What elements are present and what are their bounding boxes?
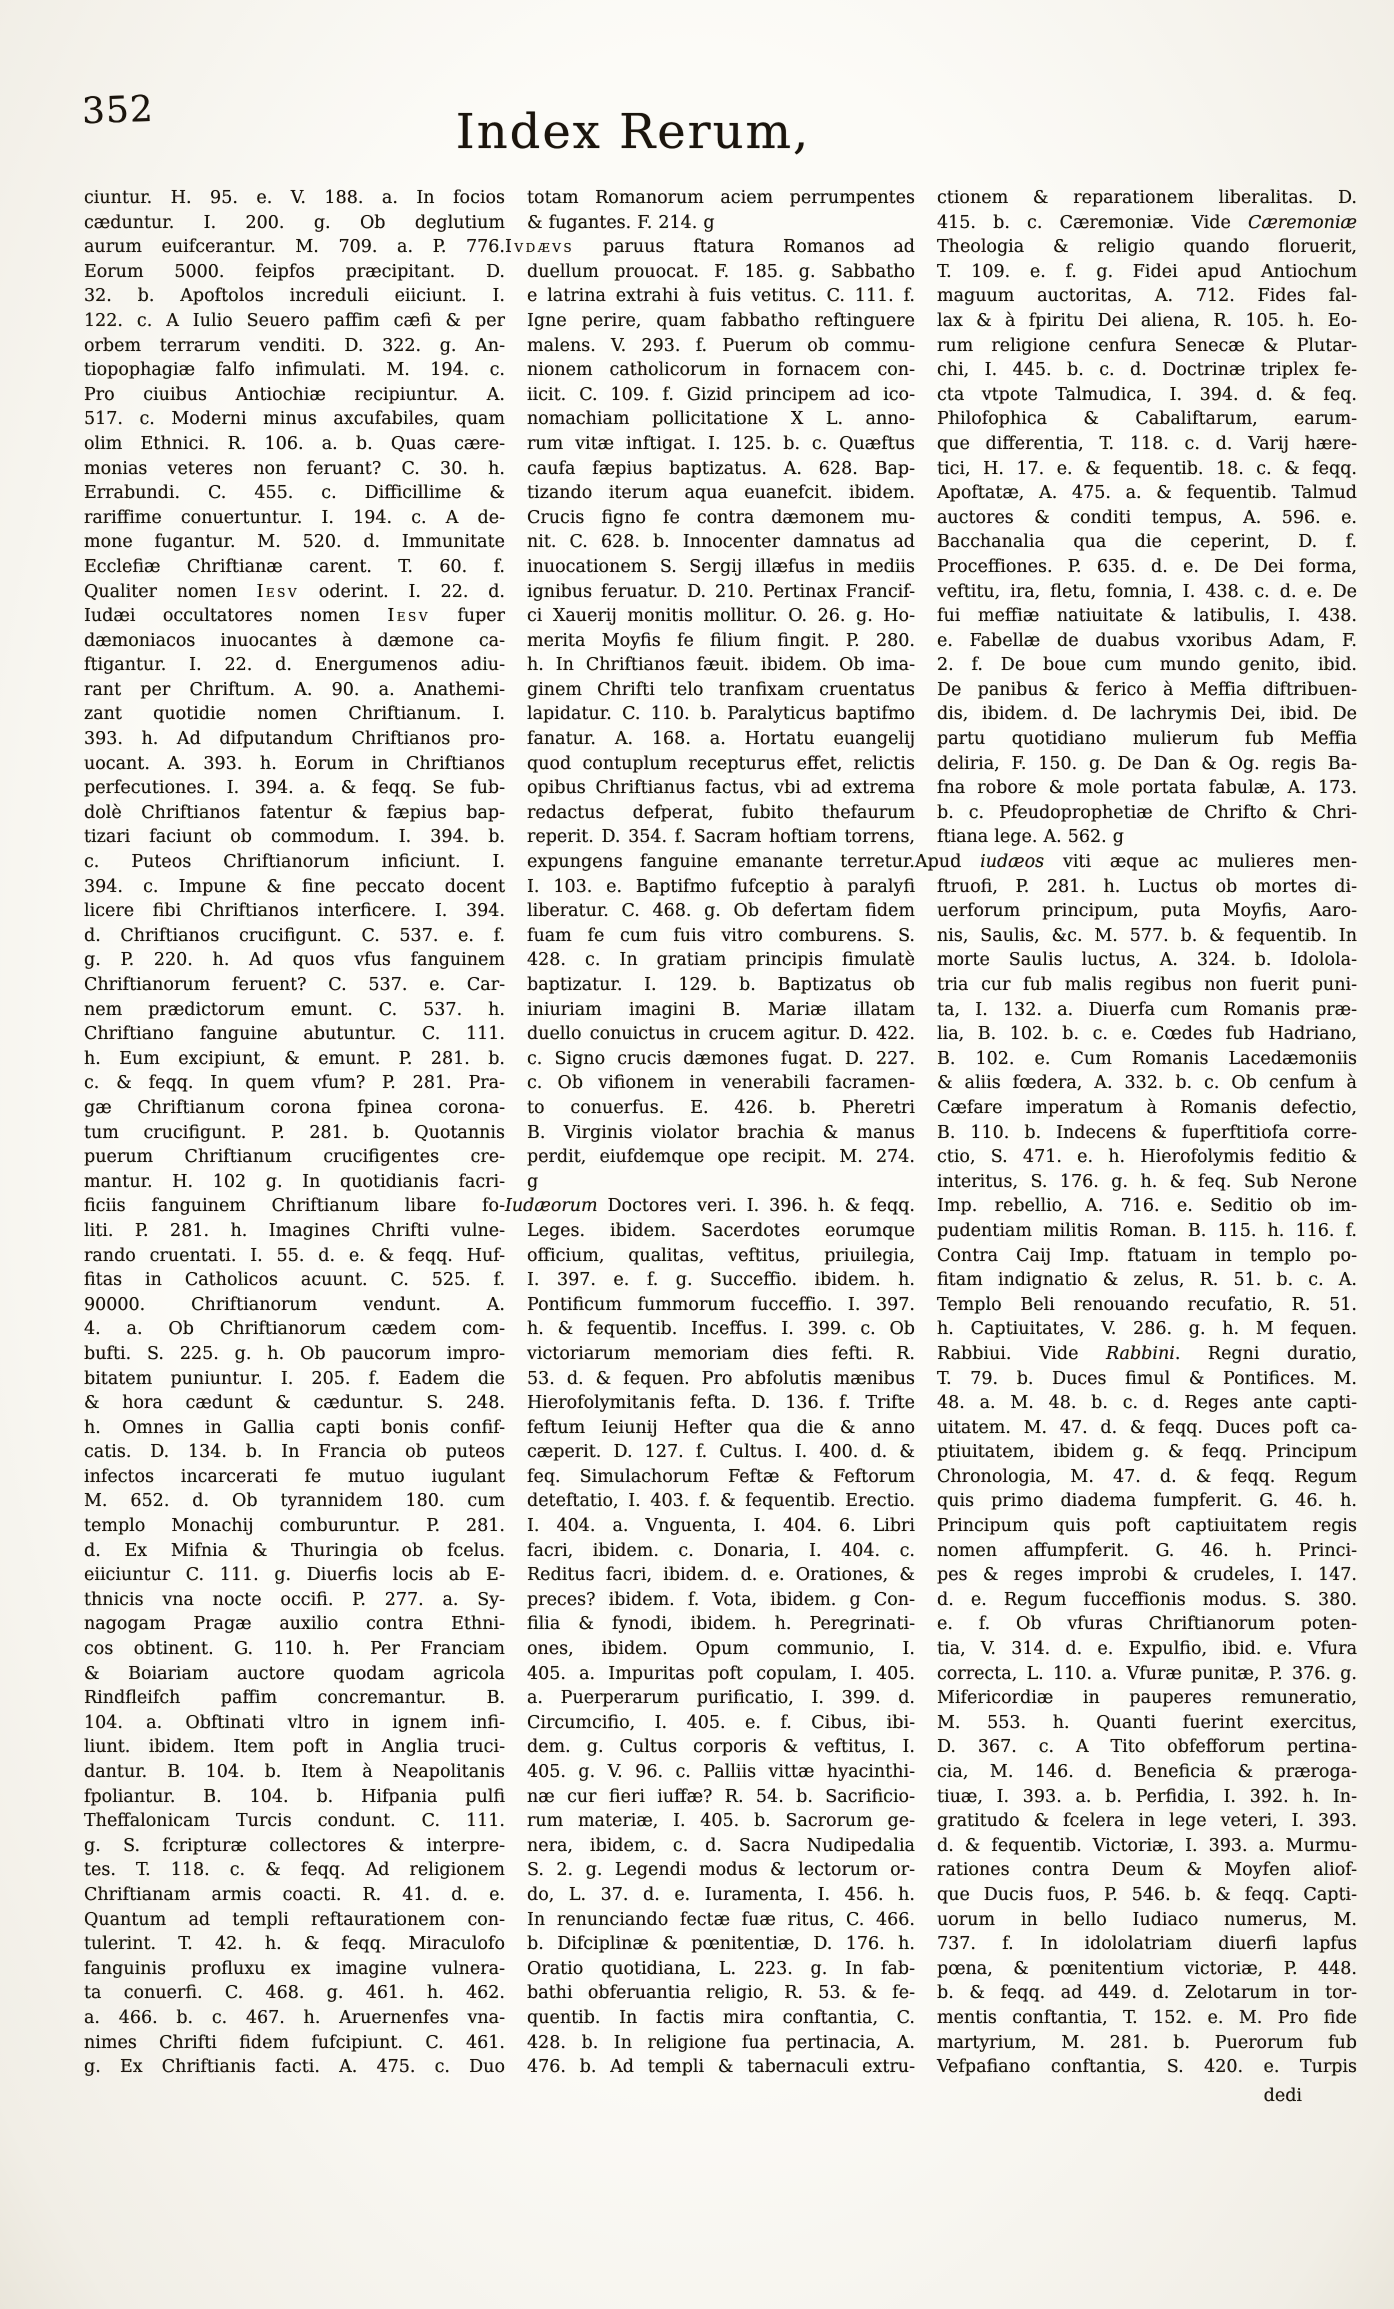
index-line: I. 103. e. Baptifmo fufceptio à paralyfi [527, 876, 915, 897]
index-line: 405. g. V. 96. c. Palliis vittæ hyacinthi- [527, 1762, 915, 1782]
index-line: Ecclefiæ Chriftianæ carent. T. 60. f. [84, 556, 505, 577]
index-line: cæduntur. I. 200. g. Ob deglutium [84, 212, 505, 233]
index-line: nis, Saulis, &c. M. 577. b. & fequentib. In [937, 925, 1357, 946]
index-line: bathi obferuantia religio, R. 53. & fe- [527, 1983, 915, 2004]
index-line: perfecutiones. I. 394. a. & feqq. Se fub- [84, 778, 505, 799]
index-line: Circumcifio, I. 405. e. f. Cibus, ibi- [527, 1712, 915, 1733]
index-line: S. 2. g. Legendi modus & lectorum or- [527, 1860, 915, 1881]
index-line: c. & feqq. In quem vfum? P. 281. Pra- [84, 1073, 505, 1094]
index-line: T. 109. e. f. g. Fidei apud Antiochum [937, 261, 1357, 282]
index-line: h. & fequentib. Inceffus. I. 399. c. Ob [527, 1319, 915, 1340]
index-line: ptiuitatem, ibidem g. & feqq. Principum [937, 1442, 1357, 1463]
index-line: dem. g. Cultus corporis & veftitus, I. [527, 1737, 915, 1758]
index-line: ctionem & reparationem liberalitas. D. [937, 188, 1357, 208]
index-line: 48. a. M. 48. b. c. d. Reges ante capti- [937, 1393, 1357, 1414]
index-line: officium, qualitas, veftitus, priuilegia, [527, 1245, 915, 1266]
index-line: chi, I. 445. b. c. d. Doctrinæ triplex fe- [937, 360, 1357, 381]
index-line: ciuntur. H. 95. e. V. 188. a. In focios [84, 188, 505, 208]
index-column-1 [84, 186, 505, 2080]
index-line: caufa fæpius baptizatus. A. 628. Bap- [527, 458, 915, 479]
index-line: Eorum 5000. feipfos præcipitant. D. [84, 261, 505, 282]
index-line: orbem terrarum venditi. D. 322. g. An- [84, 335, 505, 356]
index-line: aurum euifcerantur. M. 709. a. P. 776. [84, 237, 505, 258]
index-line: d. e. Regum fucceffionis modus. S. 380. [937, 1589, 1357, 1610]
index-line: I. 404. a. Vnguenta, I. 404. 6. Libri [527, 1516, 915, 1537]
index-line: 405. a. Impuritas poft copulam, I. 405. [527, 1663, 915, 1684]
index-line: zant quotidie nomen Chriftianum. I. [84, 704, 505, 725]
index-line: opibus Chriftianus factus, vbi ad extrema [527, 778, 915, 799]
index-line: d. Chriftianos crucifigunt. C. 537. e. f. [84, 925, 505, 946]
index-line: nem prædictorum emunt. C. 537. h. [84, 999, 505, 1020]
index-line: B. 102. e. Cum Romanis Lacedæmoniis [937, 1048, 1357, 1069]
index-line: Vefpafiano conftantia, S. 420. e. Turpis [937, 2057, 1357, 2078]
index-line: Pontificum fummorum fucceffio. I. 397. [527, 1294, 915, 1315]
index-line: liberatur. C. 468. g. Ob defertam fidem [527, 901, 915, 922]
index-column-2 [505, 186, 915, 2080]
index-line: cæperit. D. 127. f. Cultus. I. 400. d. & [527, 1442, 915, 1463]
index-line: e. f. Ob vfuras Chriftianorum poten- [937, 1614, 1357, 1635]
index-line: pudentiam militis Roman. B. 115. h. 116. f. [937, 1220, 1357, 1241]
index-line: do, L. 37. d. e. Iuramenta, I. 456. h. [527, 1884, 915, 1905]
index-line: liti. P. 281. h. Imagines Chrifti vulne- [84, 1220, 505, 1241]
index-line: tici, H. 17. e. & fequentib. 18. c. & feqq. [937, 458, 1357, 479]
index-line: lia, B. 102. b. c. e. Cœdes fub Hadriano, [937, 1024, 1357, 1045]
index-line: M. 652. d. Ob tyrannidem 180. cum [84, 1491, 505, 1512]
index-line: Rabbiui. Vide Rabbini. Regni duratio, [937, 1343, 1357, 1364]
index-line: redactus defperat, fubito thefaurum [527, 802, 915, 823]
index-line: & hora cædunt & cæduntur. S. 248. [84, 1393, 505, 1414]
index-line: monias veteres non feruant? C. 30. h. [84, 458, 505, 479]
index-line: ta conuerfi. C. 468. g. 461. h. 462. [84, 1983, 505, 2004]
index-line: nagogam Pragæ auxilio contra Ethni- [84, 1614, 505, 1635]
index-line: inuocationem S. Sergij illæfus in mediis [527, 556, 915, 577]
index-line: Cæfare imperatum à Romanis defectio, [937, 1097, 1357, 1118]
index-line: tiuæ, I. 393. a. b. Perfidia, I. 392. h. In- [937, 1786, 1357, 1807]
index-line: gæ Chriftianum corona fpinea corona- [84, 1097, 505, 1118]
index-line: tiopophagiæ falfo infimulati. M. 194. c. [84, 360, 505, 381]
index-line: fanatur. A. 168. a. Hortatu euangelij [527, 729, 915, 750]
index-line: puerum Chriftianum crucifigentes cre- [84, 1147, 505, 1168]
index-line: d. & fequentib. Victoriæ, I. 393. a. Murmu- [937, 1835, 1357, 1856]
index-line: baptizatur. I. 129. b. Baptizatus ob [527, 975, 915, 995]
index-line: fuam fe cum fuis vitro comburens. S. [527, 925, 915, 946]
index-line: Rindfleifch paffim concremantur. B. [84, 1688, 505, 1709]
index-line: T. 79. b. Duces fimul & Pontifices. M. [937, 1368, 1357, 1389]
index-line: infectos incarcerati fe mutuo iugulant [84, 1466, 505, 1487]
index-line: M. 553. h. Quanti fuerint exercitus, [937, 1712, 1357, 1733]
index-line: 394. c. Impune & fine peccato docent [84, 876, 505, 897]
index-line: Chriftiano fanguine abutuntur. C. 111. [84, 1024, 505, 1045]
index-line: correcta, L. 110. a. Vfuræ punitæ, P. 376. g. [937, 1663, 1357, 1684]
index-line: martyrium, M. 281. b. Puerorum fub [937, 2032, 1357, 2053]
index-line: c. Puteos Chriftianorum inficiunt. I. [84, 852, 505, 873]
index-line: Reditus facri, ibidem. d. e. Orationes, & [527, 1565, 915, 1586]
index-line: mantur. H. 102 g. In quotidianis facri- [84, 1171, 505, 1192]
index-line: In renunciando fectæ fuæ ritus, C. 466. [527, 1909, 915, 1930]
index-line: Chriftianam armis coacti. R. 41. d. e. [84, 1884, 505, 1905]
index-line: reperit. D. 354. f. Sacram hoftiam torrens, [527, 827, 915, 848]
index-line: fitam indignatio & zelus, R. 51. b. c. A. [937, 1270, 1357, 1291]
index-line: Iudæorum Doctores veri. I. 396. h. & feqq. [505, 1196, 915, 1217]
index-line: b. & feqq. ad 449. d. Zelotarum in tor- [937, 1983, 1357, 2004]
index-line: pœna, & pœnitentium victoriæ, P. 448. [937, 1958, 1357, 1979]
index-line: templo Monachij comburuntur. P. 281. [84, 1516, 505, 1537]
index-line: totam Romanorum aciem perrumpentes [527, 188, 915, 208]
index-line: Mifericordiæ in pauperes remuneratio, [937, 1688, 1357, 1709]
index-line: rum religione cenfura Senecæ & Plutar- [937, 335, 1357, 356]
index-line: 53. d. & fequen. Pro abfolutis mænibus [527, 1368, 915, 1389]
index-column-3 [915, 186, 1357, 2080]
index-line: g. P. 220. h. Ad quos vfus fanguinem [84, 950, 505, 971]
index-line: victoriarum memoriam dies fefti. R. [527, 1343, 915, 1364]
index-line: 32. b. Apoftolos increduli eiiciunt. I. [84, 286, 505, 307]
index-line: Theffalonicam Turcis condunt. C. 111. [84, 1811, 505, 1832]
index-line: tum crucifigunt. P. 281. b. Quotannis [84, 1122, 505, 1143]
index-line: h. Captiuitates, V. 286. g. h. M fequen. [937, 1319, 1357, 1340]
index-line: 90000. Chriftianorum vendunt. A. [84, 1294, 505, 1315]
index-line: d. Ex Mifnia & Thuringia ob fcelus. [84, 1540, 505, 1561]
index-line: que Ducis fuos, P. 546. b. & feqq. Capti- [937, 1884, 1357, 1905]
index-line: Leges. ibidem. Sacerdotes eorumque [527, 1220, 915, 1241]
index-line: iicit. C. 109. f. Gizid principem ad ico- [527, 384, 915, 405]
index-line: uorum in bello Iudiaco numerus, M. [937, 1909, 1357, 1930]
index-line: lax & à fpiritu Dei aliena, R. 105. h. Eo- [937, 310, 1357, 331]
index-line: olim Ethnici. R. 106. a. b. Quas cære- [84, 433, 505, 454]
index-line: h. In Chriftianos fæuit. ibidem. Ob ima- [527, 655, 915, 676]
index-line: catis. D. 134. b. In Francia ob puteos [84, 1442, 505, 1463]
index-line: h. Eum excipiunt, & emunt. P. 281. b. [84, 1048, 505, 1069]
index-line: auctores & conditi tempus, A. 596. e. [937, 507, 1357, 528]
index-line: 428. c. In gratiam principis fimulatè [527, 950, 915, 971]
index-line: Crucis figno fe contra dæmonem mu- [527, 507, 915, 528]
index-line: ftruofi, P. 281. h. Luctus ob mortes di- [937, 876, 1357, 897]
index-line: deliria, F. 150. g. De Dan & Og. regis Ba- [937, 753, 1357, 774]
index-line: mentis conftantia, T. 152. e. M. Pro fide [937, 2007, 1357, 2028]
index-line: quis primo diadema fumpferit. G. 46. h. [937, 1491, 1357, 1512]
index-line: nomen affumpferit. G. 46. h. Princi- [937, 1540, 1357, 1561]
index-line: feftum Ieiunij Hefter qua die & anno [527, 1417, 915, 1438]
index-line: Imp. rebellio, A. 716. e. Seditio ob im- [937, 1196, 1357, 1217]
index-line: ctio, S. 471. e. h. Hierofolymis feditio & [937, 1147, 1357, 1168]
index-line: Templo Beli renouando recufatio, R. 51. [937, 1294, 1357, 1315]
index-line: deteftatio, I. 403. f. & fequentib. Erectio. [527, 1491, 915, 1512]
index-line: ficiis fanguinem Chriftianum libare fo- [84, 1196, 505, 1217]
index-line: De panibus & ferico à Meffia diftribuen- [937, 679, 1357, 700]
index-line: quentib. In factis mira conftantia, C. [527, 2007, 915, 2028]
index-line: fpoliantur. B. 104. b. Hifpania pulfi [84, 1786, 505, 1807]
index-line: thnicis vna nocte occifi. P. 277. a. Sy- [84, 1589, 505, 1610]
index-line: a. 466. b. c. 467. h. Aruernenfes vna- [84, 2007, 505, 2028]
index-line: & aliis fœdera, A. 332. b. c. Ob cenfum à [937, 1073, 1357, 1094]
index-line: que differentia, T. 118. c. d. Varij hære- [937, 433, 1357, 454]
index-line: rariffime conuertuntur. I. 194. c. A de- [84, 507, 505, 528]
index-line: veftitu, ira, fletu, fomnia, I. 438. c. d. e. De [937, 581, 1357, 602]
index-line: tia, V. 314. d. e. Expulfio, ibid. e. Vfura [937, 1639, 1357, 1660]
index-line: bufti. S. 225. g. h. Ob paucorum impro- [84, 1343, 505, 1364]
index-line: pes & reges improbi & crudeles, I. 147. [937, 1565, 1357, 1586]
index-line: maguum auctoritas, A. 712. Fides fal- [937, 286, 1357, 307]
index-line: e. Fabellæ de duabus vxoribus Adam, F. [937, 630, 1357, 651]
index-line: 476. b. Ad templi & tabernaculi extru- [527, 2057, 915, 2078]
index-line: filia & fynodi, ibidem. h. Peregrinati- [527, 1614, 915, 1635]
index-line: morte Saulis luctus, A. 324. b. Idolola- [937, 950, 1357, 971]
index-line: D. 367. c. A Tito obfefforum pertina- [937, 1737, 1357, 1758]
page-number: 352 [81, 88, 155, 133]
index-line: 393. h. Ad difputandum Chriftianos pro- [84, 729, 505, 750]
index-line: c. Signo crucis dæmones fugat. D. 227. [527, 1048, 915, 1069]
index-line: rum vitæ inftigat. I. 125. b. c. Quæftus [527, 433, 915, 454]
index-line: Chriftianorum feruent? C. 537. e. Car- [84, 975, 505, 995]
index-line: Iudæi occultatores nomen Iesv fuper [84, 606, 505, 627]
index-line: dæmoniacos inuocantes à dæmone ca- [84, 630, 505, 651]
index-line: uitatem. M. 47. d. & feqq. Duces poft ca- [937, 1417, 1357, 1438]
index-line: malens. V. 293. f. Puerum ob commu- [527, 335, 915, 356]
index-line: perdit, eiufdemque ope recipit. M. 274. [527, 1147, 915, 1168]
index-line: g [527, 1171, 539, 1192]
index-line: Apoftatæ, A. 475. a. & fequentib. Talmud [937, 483, 1357, 504]
index-line: partu quotidiano mulierum fub Meffia [937, 729, 1357, 750]
index-line: 104. a. Obftinati vltro in ignem infi- [84, 1712, 505, 1733]
index-line: b. c. Pfeudoprophetiæ de Chrifto & Chri- [937, 802, 1357, 823]
index-line: ftigantur. I. 22. d. Energumenos adiu- [84, 655, 505, 676]
index-line: rando cruentati. I. 55. d. e. & feqq. Huf- [84, 1245, 505, 1266]
index-line: ones, ibidem. Opum communio, I. [527, 1639, 915, 1660]
index-line: Bacchanalia qua die ceperint, D. f. [937, 532, 1357, 553]
index-line: næ cur fieri iuffæ? R. 54. b. Sacrificio- [527, 1786, 915, 1807]
index-line: cos obtinent. G. 110. h. Per Franciam [84, 1639, 505, 1660]
index-line: preces? ibidem. f. Vota, ibidem. g Con- [527, 1589, 915, 1610]
index-line: gratitudo & fcelera in lege veteri, I. 393. [937, 1811, 1357, 1832]
index-line: duello conuictus in crucem agitur. D. 422. [527, 1024, 915, 1045]
catchword: dedi [1263, 2086, 1302, 2106]
index-line: cta vtpote Talmudica, I. 394. d. & feq. [937, 384, 1357, 405]
index-line: uocant. A. 393. h. Eorum in Chriftianos [84, 753, 505, 774]
index-line: eiiciuntur C. 111. g. Diuerfis locis ab E- [84, 1565, 505, 1586]
index-line: feq. Simulachorum Feftæ & Feftorum [527, 1466, 915, 1487]
index-line: Qualiter nomen Iesv oderint. I. 22. d. [84, 581, 505, 602]
index-line: nera, ibidem, c. d. Sacra Nudipedalia [527, 1835, 915, 1856]
index-line: Hierofolymitanis fefta. D. 136. f. Trifte [527, 1393, 915, 1414]
index-line: Contra Caij Imp. ftatuam in templo po- [937, 1245, 1357, 1266]
index-line: g. Ex Chriftianis facti. A. 475. c. Duo [84, 2057, 505, 2078]
index-line: ftiana lege. A. 562. g [937, 827, 1124, 848]
index-line: h. Omnes in Gallia capti bonis confif- [84, 1417, 505, 1438]
index-line: tizando iterum aqua euanefcit. ibidem. [527, 483, 915, 504]
index-line: rationes contra Deum & Moyfen aliof- [937, 1860, 1357, 1881]
index-line: tes. T. 118. c. & feqq. Ad religionem [84, 1860, 505, 1881]
index-line: c. Ob vifionem in venerabili facramen- [527, 1073, 915, 1094]
index-line: Ivdævs paruus ftatura Romanos ad [505, 237, 915, 258]
index-line: dolè Chriftianos fatentur & fæpius bap- [84, 802, 505, 823]
index-line: cia, M. 146. d. Beneficia & præroga- [937, 1762, 1357, 1782]
index-line: rant per Chriftum. A. 90. a. Anathemi- [84, 679, 505, 700]
page-title: Index Rerum, [455, 104, 811, 160]
index-line: B. 110. b. Indecens & fuperftitiofa corre- [937, 1122, 1357, 1143]
index-line: Pro ciuibus Antiochiæ recipiuntur. A. [84, 384, 505, 405]
index-line: Philofophica & Cabaliftarum, earum- [937, 409, 1357, 430]
index-line: 4. a. Ob Chriftianorum cædem com- [84, 1319, 505, 1340]
index-line: tizari faciunt ob commodum. I. 394. b. [84, 827, 505, 848]
index-line: dantur. B. 104. b. Item à Neapolitanis [84, 1762, 505, 1782]
index-line: b. Difciplinæ & pœnitentiæ, D. 176. h. [527, 1934, 915, 1955]
index-line: nit. C. 628. b. Innocenter damnatus ad [527, 532, 915, 553]
index-line: fna robore & mole portata fabulæ, A. 173. [937, 778, 1357, 799]
index-line: nomachiam pollicitatione X L. anno- [527, 409, 915, 430]
index-line: 415. b. c. Cæremoniæ. Vide Cæremoniæ [937, 212, 1357, 233]
index-line: Igne perire, quam fabbatho reftinguere [527, 310, 915, 331]
index-line: tulerint. T. 42. h. & feqq. Miraculofo [84, 1934, 505, 1955]
index-line: Principum quis poft captiuitatem regis [937, 1516, 1357, 1537]
index-line: licere fibi Chriftianos interficere. I. 394. [84, 901, 505, 922]
index-line: bitatem puniuntur. I. 205. f. Eadem die [84, 1368, 505, 1389]
index-line: 2. f. De boue cum mundo genito, ibid. [937, 655, 1357, 676]
index-line: quod contuplum recepturus effet, relictis [527, 753, 915, 774]
index-line: nimes Chrifti fidem fufcipiunt. C. 461. [84, 2032, 505, 2053]
index-line: fitas in Catholicos acuunt. C. 525. f. [84, 1270, 505, 1291]
index-line: 122. c. A Iulio Seuero paffim cæfi & per [84, 310, 505, 331]
index-line: nionem catholicorum in fornacem con- [527, 360, 915, 381]
index-line: 428. b. In religione fua pertinacia, A. [527, 2032, 915, 2053]
index-line: facri, ibidem. c. Donaria, I. 404. c. [527, 1540, 915, 1561]
index-line: dis, ibidem. d. De lachrymis Dei, ibid. De [937, 704, 1357, 725]
index-line: Proceffiones. P. 635. d. e. De Dei forma, [937, 556, 1357, 577]
index-line: Apud iudæos viti æque ac mulieres men- [915, 852, 1357, 873]
index-line: liunt. ibidem. Item poft in Anglia truci- [84, 1737, 505, 1758]
index-line: e latrina extrahi à fuis vetitus. C. 111. f. [527, 286, 915, 307]
index-line: tria cur fub malis regibus non fuerit puni- [937, 975, 1357, 995]
index-line: & fugantes. F. 214. g [527, 212, 715, 233]
index-line: ta, I. 132. a. Diuerfa cum Romanis præ- [937, 999, 1357, 1020]
index-line: interitus, S. 176. g. h. & feq. Sub Nerone [937, 1171, 1357, 1192]
index-line: ignibus feruatur. D. 210. Pertinax Francif- [527, 581, 915, 602]
index-line: expungens fanguine emanante terretur. [527, 852, 915, 873]
index-line: mone fugantur. M. 520. d. Immunitate [84, 532, 505, 553]
index-line: rum materiæ, I. 405. b. Sacrorum ge- [527, 1811, 915, 1832]
index-line: ginem Chrifti telo tranfixam cruentatus [527, 679, 915, 700]
index-line: fui meffiæ natiuitate & latibulis, I. 438. [937, 606, 1357, 627]
index-line: g. S. fcripturæ collectores & interpre- [84, 1835, 505, 1856]
index-line: lapidatur. C. 110. b. Paralyticus baptifmo [527, 704, 915, 725]
index-line: uerforum principum, puta Moyfis, Aaro- [937, 901, 1357, 922]
index-line: B. Virginis violator brachia & manus [527, 1122, 915, 1143]
index-line: Errabundi. C. 455. c. Difficillime & [84, 483, 505, 504]
index-line: Chronologia, M. 47. d. & feqq. Regum [937, 1466, 1357, 1487]
index-line: I. 397. e. f. g. Succeffio. ibidem. h. [527, 1270, 915, 1291]
index-line: ci Xauerij monitis mollitur. O. 26. g. Ho- [527, 606, 915, 627]
index-line: Quantum ad templi reftaurationem con- [84, 1909, 505, 1930]
index-line: duellum prouocat. F. 185. g. Sabbatho [527, 261, 915, 282]
index-line: to conuerfus. E. 426. b. Pheretri [527, 1097, 915, 1118]
index-line: Theologia & religio quando floruerit, [937, 237, 1357, 258]
index-line: iniuriam imagini B. Mariæ illatam [527, 999, 915, 1020]
index-line: a. Puerperarum purificatio, I. 399. d. [527, 1688, 915, 1709]
index-line: Oratio quotidiana, L. 223. g. In fab- [527, 1958, 915, 1979]
index-line: & Boiariam auctore quodam agricola [84, 1663, 505, 1684]
index-line: merita Moyfis fe filium fingit. P. 280. [527, 630, 915, 651]
index-line: fanguinis profluxu ex imagine vulnera- [84, 1958, 505, 1979]
index-line: 517. c. Moderni minus axcufabiles, quam [84, 409, 505, 430]
index-line: 737. f. In idololatriam diuerfi lapfus [937, 1934, 1357, 1955]
index-columns [84, 186, 1357, 2080]
